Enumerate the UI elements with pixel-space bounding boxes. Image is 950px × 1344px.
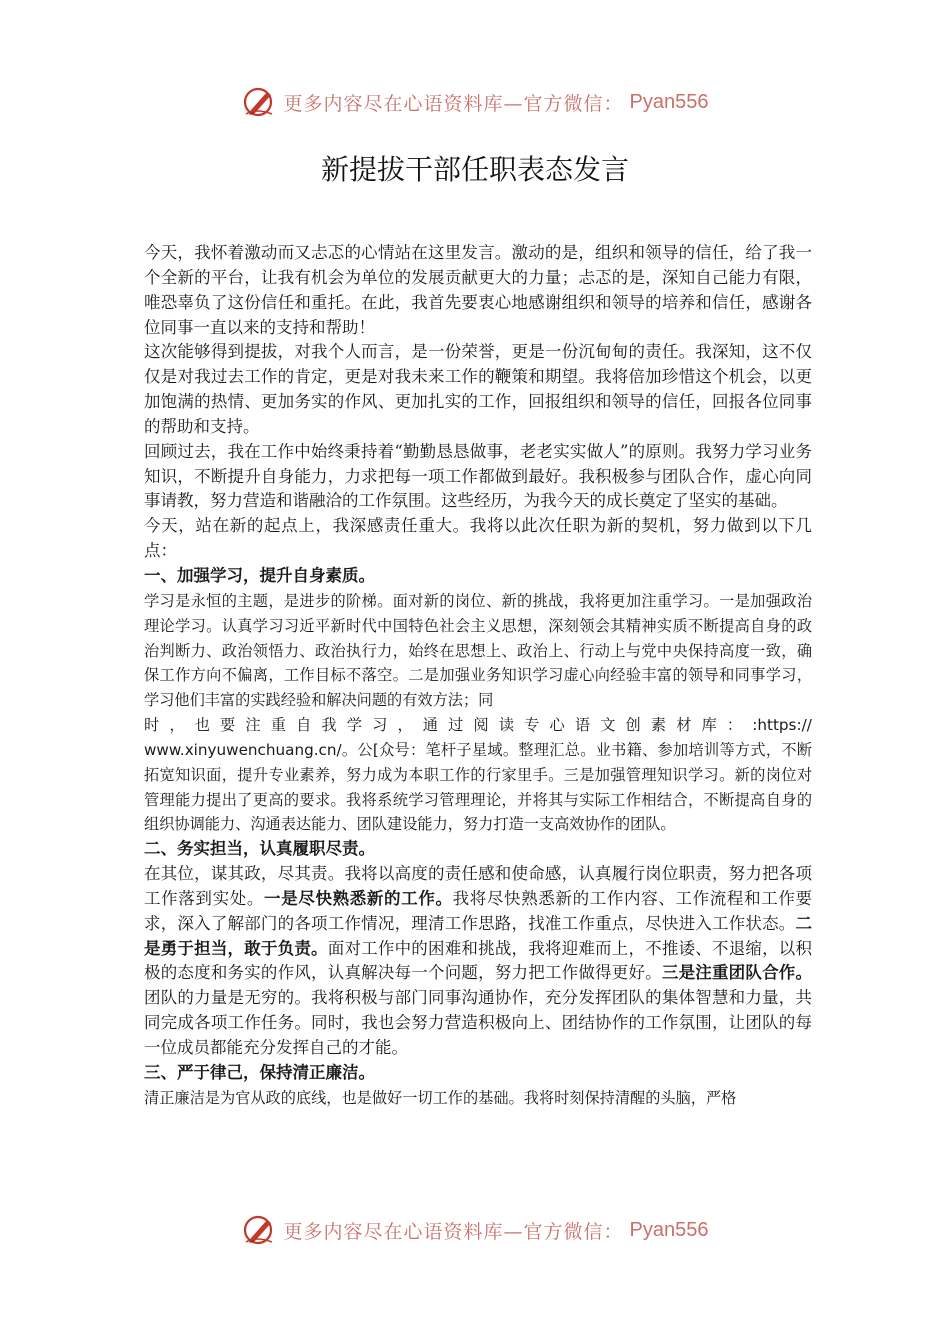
- spaced-char: 学: [346, 716, 362, 735]
- paragraph: www.xinyuwenchuang.cn/。公[众号：笔杆子星域。整理汇总。业书籍、参加培训等方式，不断拓宽知识面，提升专业素养，努力成为本职工作的行家里手。三是加强管理知识学习。新的岗位对管理能力提出了更高的要求。我将系统学习管理理论，并将其与实际工作相结合，不断提高自身的组织协调能力、沟通表达能力、团队建设能力，努力打造一支高效协作的团队。: [144, 740, 812, 834]
- text-run: 在其位，谋其政，尽其责。我将以高度的责任感和使命感，认真履行岗位职责，努力把各项工作落到实处。: [144, 864, 812, 908]
- bold-run: 三是注重团队合作。: [661, 963, 813, 983]
- text-run: 面对工作中的困难和挑战，我将迎难而上，不推诿、不退缩，以积极的态度和务实的作风，认真解决每一个问题，努力把工作做得更好。: [144, 938, 813, 983]
- spaced-char: 重: [270, 716, 286, 735]
- bold-run: 一是尽快熟悉新的工作。: [264, 888, 453, 908]
- spaced-char: 过: [448, 716, 464, 735]
- spaced-char: 专: [524, 716, 540, 735]
- spaced-char: 要: [220, 716, 236, 735]
- paragraph: 清正廉洁是为官从政的底线，也是做好一切工作的基础。我将时刻保持清醒的头脑，严格: [144, 1088, 737, 1107]
- header-banner: [0, 82, 950, 122]
- spaced-char: ：: [726, 716, 743, 735]
- pen-logo-icon: [242, 1212, 278, 1248]
- bold-run: 二是勇于担当，敢于负责。: [144, 913, 812, 958]
- document-body: [144, 241, 812, 1111]
- spaced-char: 阅: [473, 716, 489, 735]
- spaced-char: 读: [498, 716, 514, 735]
- spaced-char: 素: [650, 716, 667, 735]
- page-title: 新提拔干部任职表态发言: [320, 153, 629, 186]
- spaced-char: 创: [625, 716, 641, 735]
- section-heading: 三、严于律己，保持清正廉洁。: [144, 1062, 375, 1082]
- paragraph: 回顾过去，我在工作中始终秉持着“勤勤恳恳做事，老老实实做人”的原则。我努力学习业务知识，不断提升自身能力，力求把每一项工作都做到最好。我积极参与团队合作，虚心向同事请教，努力营造和谐融洽的工作氛围。这些经历，为我今天的成长奠定了坚实的基础。: [144, 441, 812, 511]
- section-heading: 二、务实担当，认真履职尽责。: [144, 839, 375, 859]
- spaced-char: 心: [549, 716, 565, 735]
- spaced-char: 语: [574, 716, 591, 735]
- spaced-char: 习: [372, 716, 388, 735]
- spaced-char: 通: [422, 716, 438, 735]
- spaced-char: 注: [245, 716, 261, 735]
- spaced-char: 材: [676, 716, 692, 735]
- paragraph: 今天，站在新的起点上，我深感责任重大。我将以此次任职为新的契机，努力做到以下几点：: [144, 516, 812, 561]
- paragraph: 学习是永恒的主题，是进步的阶梯。面对新的岗位、新的挑战，我将更加注重学习。一是加强政治理论学习。认真学习习近平新时代中国特色社会主义思想，深刻领会其精神实质不断提高自身的政治判断力、政治领悟力、政治执行力，始终在思想上、政治上、行动上与党中央保持高度一致，确保工作方向不偏离，工作目标不落空。二是加强业务知识学习虚心向经验丰富的领导和同事学习，学习他们丰富的实践经验和解决问题的有效方法；同: [144, 591, 812, 710]
- banner-text: 更多内容尽在心语资料库—官方微信：: [283, 92, 624, 115]
- spaced-char: 也: [194, 716, 210, 735]
- spaced-char: 自: [296, 716, 312, 735]
- spaced-line: [144, 713, 812, 738]
- spaced-char: :https://: [752, 716, 812, 735]
- spaced-char: 时: [144, 716, 160, 735]
- banner-wechat: Pyan556: [629, 90, 709, 113]
- spaced-char: 文: [600, 716, 616, 735]
- pen-logo-icon: [242, 84, 278, 120]
- spaced-char: ，: [397, 716, 413, 735]
- paragraph: 今天，我怀着激动而又忐忑的心情站在这里发言。激动的是，组织和领导的信任，给了我一个全新的平台，让我有机会为单位的发展贡献更大的力量；忐忑的是，深知自己能力有限，唯恐辜负了这份信任和重托。在此，我首先要衷心地感谢组织和领导的培养和信任，感谢各位同事一直以来的支持和帮助！: [144, 243, 812, 337]
- text-run: 团队的力量是无穷的。我将积极与部门同事沟通协作，充分发挥团队的集体智慧和力量，共同完成各项工作任务。同时，我也会努力营造积极向上、团结协作的工作氛围，让团队的每一位成员都能充分发挥自己的才能。: [144, 988, 812, 1057]
- banner-wechat: Pyan556: [629, 1218, 709, 1241]
- footer-banner: [0, 1210, 950, 1250]
- text-run: 我将尽快熟悉新的工作内容、工作流程和工作要求，深入了解部门的各项工作情况，理清工作思路，找准工作重点，尽快进入工作状态。: [144, 888, 813, 933]
- paragraph: [144, 862, 812, 1061]
- spaced-char: ，: [169, 716, 185, 735]
- spaced-char: 我: [321, 716, 337, 735]
- section-heading: 一、加强学习，提升自身素质。: [144, 565, 375, 585]
- spaced-char: 库: [701, 716, 717, 735]
- banner-text: 更多内容尽在心语资料库—官方微信：: [283, 1220, 624, 1243]
- paragraph: 这次能够得到提拔，对我个人而言，是一份荣誉，更是一份沉甸甸的责任。我深知，这不仅仅是对我过去工作的肯定，更是对我未来工作的鞭策和期望。我将倍加珍惜这个机会，以更加饱满的热情、更加务实的作风、更加扎实的工作，回报组织和领导的信任，回报各位同事的帮助和支持。: [144, 342, 812, 436]
